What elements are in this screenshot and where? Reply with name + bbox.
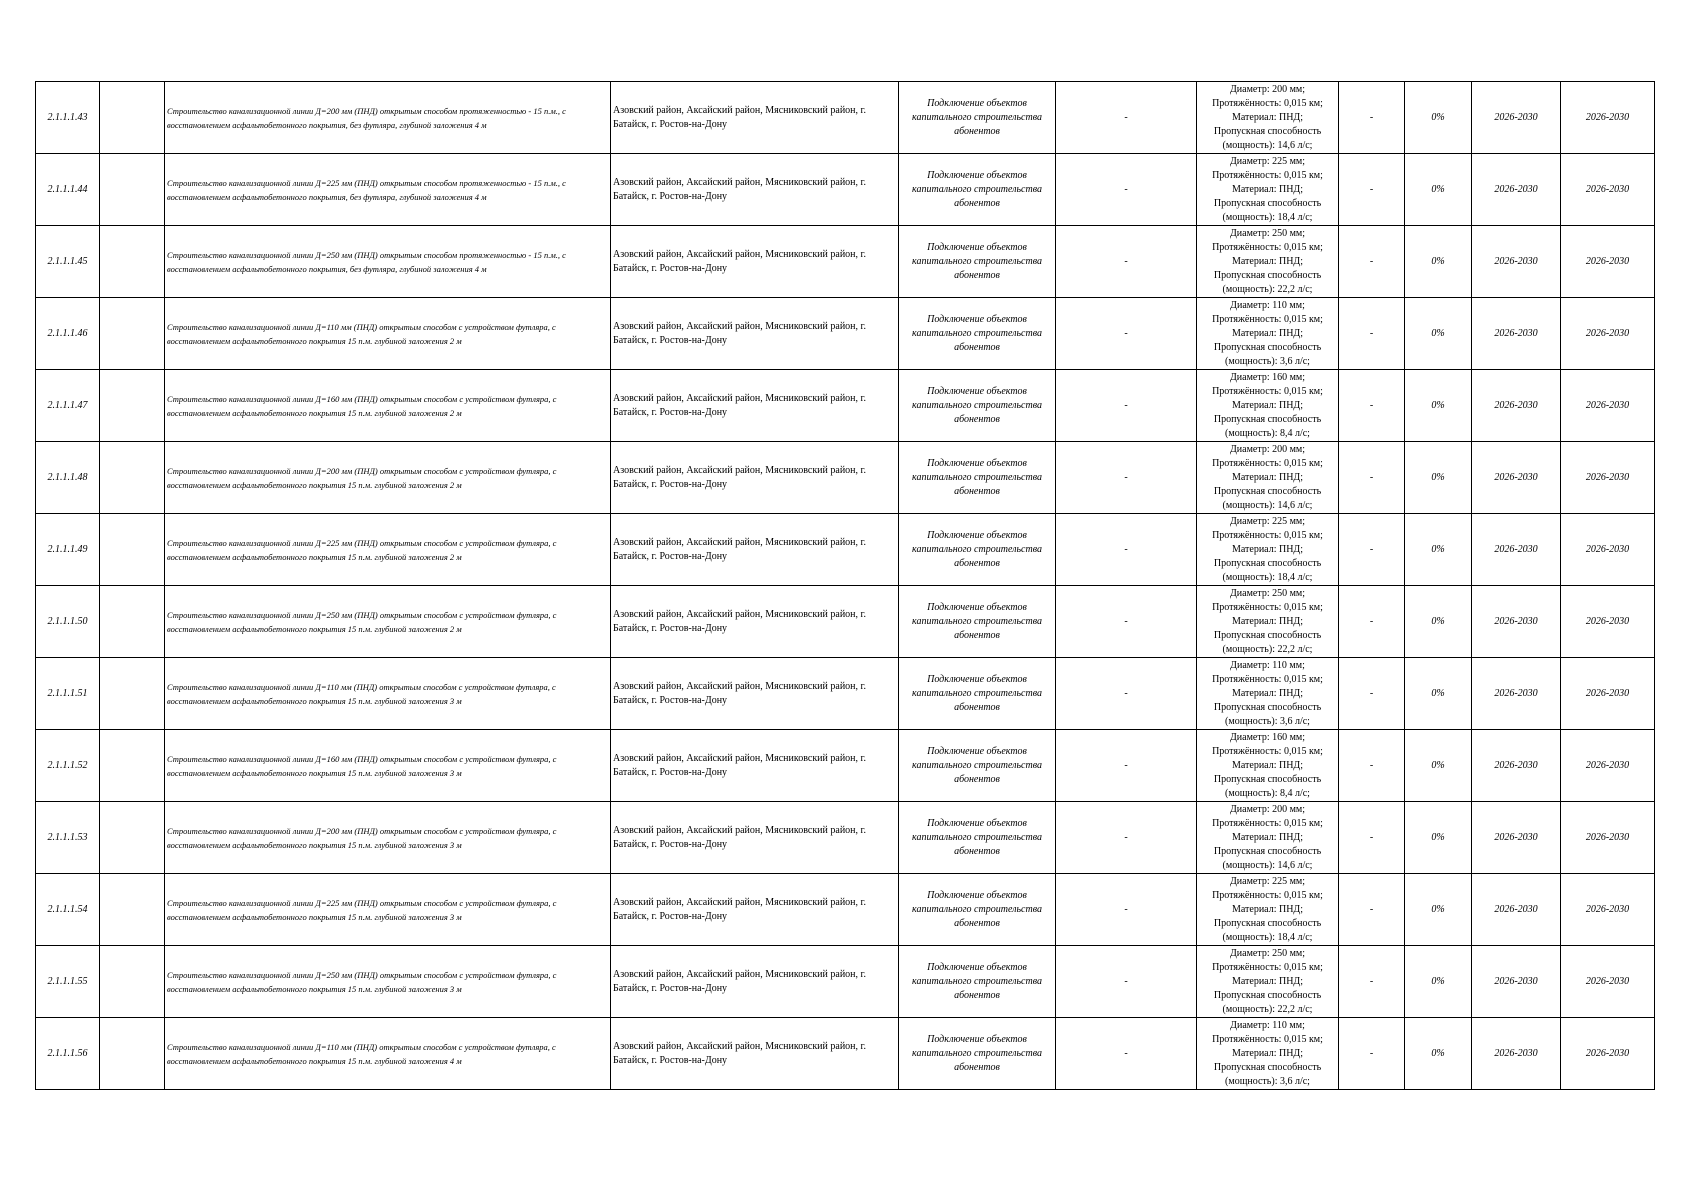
parameter-line: (мощность): 3,6 л/с; xyxy=(1225,715,1310,727)
period-end-cell: 2026-2030 xyxy=(1561,154,1655,226)
parameter-line: Протяжённость: 0,015 км; xyxy=(1212,529,1323,541)
parameter-line: Материал: ПНД; xyxy=(1231,471,1304,483)
dash-cell: - xyxy=(1056,82,1197,154)
table-row xyxy=(36,1018,1655,1090)
parameter-line: Протяжённость: 0,015 км; xyxy=(1212,1033,1323,1045)
location-cell: Азовский район, Аксайский район, Мясниковский район, г. Батайск, г. Ростов-на-Дону xyxy=(611,226,899,298)
purpose-cell: Подключение объектов капитального строительства абонентов xyxy=(899,370,1056,442)
work-description-cell: Строительство канализационной линии Д=250 мм (ПНД) открытым способом с устройством футляра, с восстановлением асфальтобетонного покрытия 15 п.м. глубиной заложения 2 м xyxy=(165,586,611,658)
table-row xyxy=(36,946,1655,1018)
parameter-line: (мощность): 8,4 л/с; xyxy=(1225,787,1310,799)
empty-cell xyxy=(100,1018,165,1090)
parameter-line: Протяжённость: 0,015 км; xyxy=(1212,601,1323,613)
parameter-line: Материал: ПНД; xyxy=(1231,1047,1304,1059)
dash-cell: - xyxy=(1339,586,1405,658)
dash-cell: - xyxy=(1339,946,1405,1018)
period-start-cell: 2026-2030 xyxy=(1472,82,1561,154)
table-row xyxy=(36,370,1655,442)
parameter-line: Диаметр: 250 мм; xyxy=(1229,587,1306,599)
row-number-cell: 2.1.1.1.51 xyxy=(36,658,100,730)
parameter-line: Диаметр: 250 мм; xyxy=(1229,947,1306,959)
period-start-cell: 2026-2030 xyxy=(1472,442,1561,514)
work-description-cell: Строительство канализационной линии Д=110 мм (ПНД) открытым способом с устройством футляра, с восстановлением асфальтобетонного покрытия 15 п.м. глубиной заложения 3 м xyxy=(165,658,611,730)
table-row xyxy=(36,154,1655,226)
parameter-line: Материал: ПНД; xyxy=(1231,399,1304,411)
parameters-cell xyxy=(1197,658,1339,730)
parameters-cell xyxy=(1197,586,1339,658)
period-end-cell: 2026-2030 xyxy=(1561,442,1655,514)
parameter-line: Протяжённость: 0,015 км; xyxy=(1212,745,1323,757)
period-end-cell: 2026-2030 xyxy=(1561,226,1655,298)
purpose-cell: Подключение объектов капитального строительства абонентов xyxy=(899,1018,1056,1090)
parameter-line: Пропускная способность xyxy=(1213,701,1322,713)
period-start-cell: 2026-2030 xyxy=(1472,802,1561,874)
period-start-cell: 2026-2030 xyxy=(1472,946,1561,1018)
parameter-line: Диаметр: 200 мм; xyxy=(1229,803,1306,815)
parameter-line: Материал: ПНД; xyxy=(1231,975,1304,987)
period-end-cell: 2026-2030 xyxy=(1561,514,1655,586)
parameter-line: Диаметр: 225 мм; xyxy=(1229,515,1306,527)
period-start-cell: 2026-2030 xyxy=(1472,1018,1561,1090)
dash-cell: - xyxy=(1339,370,1405,442)
period-start-cell: 2026-2030 xyxy=(1472,874,1561,946)
parameter-line: Материал: ПНД; xyxy=(1231,615,1304,627)
parameter-line: Протяжённость: 0,015 км; xyxy=(1212,241,1323,253)
work-description-cell: Строительство канализационной линии Д=225 мм (ПНД) открытым способом с устройством футляра, с восстановлением асфальтобетонного покрытия 15 п.м. глубиной заложения 2 м xyxy=(165,514,611,586)
period-start-cell: 2026-2030 xyxy=(1472,226,1561,298)
parameter-line: Протяжённость: 0,015 км; xyxy=(1212,961,1323,973)
empty-cell xyxy=(100,82,165,154)
empty-cell xyxy=(100,658,165,730)
work-description-cell: Строительство канализационной линии Д=200 мм (ПНД) открытым способом с устройством футляра, с восстановлением асфальтобетонного покрытия 15 п.м. глубиной заложения 3 м xyxy=(165,802,611,874)
empty-cell xyxy=(100,730,165,802)
empty-cell xyxy=(100,586,165,658)
parameter-line: (мощность): 3,6 л/с; xyxy=(1225,355,1310,367)
purpose-cell: Подключение объектов капитального строительства абонентов xyxy=(899,802,1056,874)
dash-cell: - xyxy=(1339,442,1405,514)
parameter-line: (мощность): 14,6 л/с; xyxy=(1222,139,1313,151)
dash-cell: - xyxy=(1056,442,1197,514)
percent-cell: 0% xyxy=(1405,874,1472,946)
row-number-cell: 2.1.1.1.49 xyxy=(36,514,100,586)
work-description-cell: Строительство канализационной линии Д=200 мм (ПНД) открытым способом протяженностью - 15 п.м., с восстановлением асфальтобетонного покрытия, без футляра, глубиной заложения 4 м xyxy=(165,82,611,154)
empty-cell xyxy=(100,946,165,1018)
parameter-line: Материал: ПНД; xyxy=(1231,111,1304,123)
row-number-cell: 2.1.1.1.44 xyxy=(36,154,100,226)
parameter-line: Пропускная способность xyxy=(1213,1061,1322,1073)
parameter-line: Пропускная способность xyxy=(1213,629,1322,641)
row-number-cell: 2.1.1.1.50 xyxy=(36,586,100,658)
parameter-line: Пропускная способность xyxy=(1213,845,1322,857)
empty-cell xyxy=(100,154,165,226)
empty-cell xyxy=(100,514,165,586)
parameter-line: Протяжённость: 0,015 км; xyxy=(1212,97,1323,109)
parameter-line: Пропускная способность xyxy=(1213,197,1322,209)
empty-cell xyxy=(100,298,165,370)
table-row xyxy=(36,442,1655,514)
parameter-line: Материал: ПНД; xyxy=(1231,543,1304,555)
period-start-cell: 2026-2030 xyxy=(1472,370,1561,442)
location-cell: Азовский район, Аксайский район, Мясниковский район, г. Батайск, г. Ростов-на-Дону xyxy=(611,298,899,370)
percent-cell: 0% xyxy=(1405,82,1472,154)
parameter-line: Пропускная способность xyxy=(1213,269,1322,281)
row-number-cell: 2.1.1.1.48 xyxy=(36,442,100,514)
location-cell: Азовский район, Аксайский район, Мясниковский район, г. Батайск, г. Ростов-на-Дону xyxy=(611,586,899,658)
percent-cell: 0% xyxy=(1405,226,1472,298)
parameter-line: Протяжённость: 0,015 км; xyxy=(1212,889,1323,901)
parameter-line: Диаметр: 160 мм; xyxy=(1229,731,1306,743)
empty-cell xyxy=(100,874,165,946)
dash-cell: - xyxy=(1339,298,1405,370)
period-end-cell: 2026-2030 xyxy=(1561,802,1655,874)
parameter-line: Пропускная способность xyxy=(1213,341,1322,353)
parameter-line: Диаметр: 225 мм; xyxy=(1229,155,1306,167)
parameter-line: Пропускная способность xyxy=(1213,917,1322,929)
work-description-cell: Строительство канализационной линии Д=225 мм (ПНД) открытым способом протяженностью - 15 п.м., с восстановлением асфальтобетонного покрытия, без футляра, глубиной заложения 4 м xyxy=(165,154,611,226)
work-description-cell: Строительство канализационной линии Д=225 мм (ПНД) открытым способом с устройством футляра, с восстановлением асфальтобетонного покрытия 15 п.м. глубиной заложения 3 м xyxy=(165,874,611,946)
parameter-line: Материал: ПНД; xyxy=(1231,831,1304,843)
purpose-cell: Подключение объектов капитального строительства абонентов xyxy=(899,226,1056,298)
location-cell: Азовский район, Аксайский район, Мясниковский район, г. Батайск, г. Ростов-на-Дону xyxy=(611,802,899,874)
period-end-cell: 2026-2030 xyxy=(1561,946,1655,1018)
parameter-line: (мощность): 18,4 л/с; xyxy=(1222,211,1313,223)
table-body xyxy=(36,82,1655,1090)
dash-cell: - xyxy=(1056,658,1197,730)
location-cell: Азовский район, Аксайский район, Мясниковский район, г. Батайск, г. Ростов-на-Дону xyxy=(611,730,899,802)
dash-cell: - xyxy=(1056,226,1197,298)
parameter-line: (мощность): 18,4 л/с; xyxy=(1222,931,1313,943)
row-number-cell: 2.1.1.1.43 xyxy=(36,82,100,154)
work-description-cell: Строительство канализационной линии Д=250 мм (ПНД) открытым способом с устройством футляра, с восстановлением асфальтобетонного покрытия 15 п.м. глубиной заложения 3 м xyxy=(165,946,611,1018)
dash-cell: - xyxy=(1056,874,1197,946)
percent-cell: 0% xyxy=(1405,370,1472,442)
percent-cell: 0% xyxy=(1405,946,1472,1018)
percent-cell: 0% xyxy=(1405,802,1472,874)
table-row xyxy=(36,730,1655,802)
work-description-cell: Строительство канализационной линии Д=200 мм (ПНД) открытым способом с устройством футляра, с восстановлением асфальтобетонного покрытия 15 п.м. глубиной заложения 2 м xyxy=(165,442,611,514)
table-row xyxy=(36,874,1655,946)
period-end-cell: 2026-2030 xyxy=(1561,82,1655,154)
location-cell: Азовский район, Аксайский район, Мясниковский район, г. Батайск, г. Ростов-на-Дону xyxy=(611,514,899,586)
period-end-cell: 2026-2030 xyxy=(1561,370,1655,442)
row-number-cell: 2.1.1.1.47 xyxy=(36,370,100,442)
purpose-cell: Подключение объектов капитального строительства абонентов xyxy=(899,82,1056,154)
dash-cell: - xyxy=(1056,1018,1197,1090)
parameter-line: (мощность): 22,2 л/с; xyxy=(1222,283,1313,295)
parameter-line: Материал: ПНД; xyxy=(1231,255,1304,267)
table-row xyxy=(36,82,1655,154)
period-end-cell: 2026-2030 xyxy=(1561,1018,1655,1090)
dash-cell: - xyxy=(1056,802,1197,874)
empty-cell xyxy=(100,226,165,298)
purpose-cell: Подключение объектов капитального строительства абонентов xyxy=(899,658,1056,730)
table-row xyxy=(36,226,1655,298)
dash-cell: - xyxy=(1056,730,1197,802)
table-row xyxy=(36,298,1655,370)
row-number-cell: 2.1.1.1.55 xyxy=(36,946,100,1018)
work-description-cell: Строительство канализационной линии Д=110 мм (ПНД) открытым способом с устройством футляра, с восстановлением асфальтобетонного покрытия 15 п.м. глубиной заложения 4 м xyxy=(165,1018,611,1090)
parameter-line: Протяжённость: 0,015 км; xyxy=(1212,313,1323,325)
parameter-line: Пропускная способность xyxy=(1213,485,1322,497)
parameter-line: Протяжённость: 0,015 км; xyxy=(1212,385,1323,397)
parameters-cell xyxy=(1197,370,1339,442)
dash-cell: - xyxy=(1339,1018,1405,1090)
location-cell: Азовский район, Аксайский район, Мясниковский район, г. Батайск, г. Ростов-на-Дону xyxy=(611,370,899,442)
parameter-line: Материал: ПНД; xyxy=(1231,903,1304,915)
table-row xyxy=(36,586,1655,658)
parameter-line: Диаметр: 110 мм; xyxy=(1230,299,1305,311)
parameters-cell xyxy=(1197,226,1339,298)
period-start-cell: 2026-2030 xyxy=(1472,586,1561,658)
purpose-cell: Подключение объектов капитального строительства абонентов xyxy=(899,946,1056,1018)
location-cell: Азовский район, Аксайский район, Мясниковский район, г. Батайск, г. Ростов-на-Дону xyxy=(611,154,899,226)
parameters-cell xyxy=(1197,514,1339,586)
empty-cell xyxy=(100,370,165,442)
dash-cell: - xyxy=(1056,154,1197,226)
investment-program-table xyxy=(35,81,1655,1090)
period-start-cell: 2026-2030 xyxy=(1472,298,1561,370)
parameter-line: (мощность): 14,6 л/с; xyxy=(1222,499,1313,511)
parameters-cell xyxy=(1197,874,1339,946)
dash-cell: - xyxy=(1056,298,1197,370)
parameter-line: Пропускная способность xyxy=(1213,989,1322,1001)
parameter-line: Пропускная способность xyxy=(1213,773,1322,785)
parameter-line: Пропускная способность xyxy=(1213,413,1322,425)
dash-cell: - xyxy=(1339,874,1405,946)
parameter-line: Протяжённость: 0,015 км; xyxy=(1212,817,1323,829)
percent-cell: 0% xyxy=(1405,1018,1472,1090)
purpose-cell: Подключение объектов капитального строительства абонентов xyxy=(899,442,1056,514)
dash-cell: - xyxy=(1339,514,1405,586)
row-number-cell: 2.1.1.1.56 xyxy=(36,1018,100,1090)
period-start-cell: 2026-2030 xyxy=(1472,658,1561,730)
location-cell: Азовский район, Аксайский район, Мясниковский район, г. Батайск, г. Ростов-на-Дону xyxy=(611,82,899,154)
dash-cell: - xyxy=(1339,802,1405,874)
work-description-cell: Строительство канализационной линии Д=250 мм (ПНД) открытым способом протяженностью - 15 п.м., с восстановлением асфальтобетонного покрытия, без футляра, глубиной заложения 4 м xyxy=(165,226,611,298)
purpose-cell: Подключение объектов капитального строительства абонентов xyxy=(899,874,1056,946)
period-start-cell: 2026-2030 xyxy=(1472,730,1561,802)
parameter-line: Пропускная способность xyxy=(1213,557,1322,569)
dash-cell: - xyxy=(1056,514,1197,586)
dash-cell: - xyxy=(1339,154,1405,226)
row-number-cell: 2.1.1.1.52 xyxy=(36,730,100,802)
work-description-cell: Строительство канализационной линии Д=160 мм (ПНД) открытым способом с устройством футляра, с восстановлением асфальтобетонного покрытия 15 п.м. глубиной заложения 2 м xyxy=(165,370,611,442)
parameter-line: Материал: ПНД; xyxy=(1231,327,1304,339)
period-end-cell: 2026-2030 xyxy=(1561,874,1655,946)
work-description-cell: Строительство канализационной линии Д=160 мм (ПНД) открытым способом с устройством футляра, с восстановлением асфальтобетонного покрытия 15 п.м. глубиной заложения 3 м xyxy=(165,730,611,802)
percent-cell: 0% xyxy=(1405,154,1472,226)
parameters-cell xyxy=(1197,946,1339,1018)
location-cell: Азовский район, Аксайский район, Мясниковский район, г. Батайск, г. Ростов-на-Дону xyxy=(611,1018,899,1090)
empty-cell xyxy=(100,802,165,874)
period-end-cell: 2026-2030 xyxy=(1561,658,1655,730)
empty-cell xyxy=(100,442,165,514)
dash-cell: - xyxy=(1056,586,1197,658)
dash-cell: - xyxy=(1339,226,1405,298)
table-row xyxy=(36,802,1655,874)
parameters-cell xyxy=(1197,802,1339,874)
purpose-cell: Подключение объектов капитального строительства абонентов xyxy=(899,298,1056,370)
parameter-line: (мощность): 18,4 л/с; xyxy=(1222,571,1313,583)
purpose-cell: Подключение объектов капитального строительства абонентов xyxy=(899,730,1056,802)
parameter-line: Диаметр: 250 мм; xyxy=(1229,227,1306,239)
row-number-cell: 2.1.1.1.45 xyxy=(36,226,100,298)
purpose-cell: Подключение объектов капитального строительства абонентов xyxy=(899,514,1056,586)
parameter-line: Протяжённость: 0,015 км; xyxy=(1212,457,1323,469)
period-end-cell: 2026-2030 xyxy=(1561,298,1655,370)
parameter-line: Протяжённость: 0,015 км; xyxy=(1212,169,1323,181)
location-cell: Азовский район, Аксайский район, Мясниковский район, г. Батайск, г. Ростов-на-Дону xyxy=(611,658,899,730)
parameter-line: Материал: ПНД; xyxy=(1231,759,1304,771)
parameter-line: Диаметр: 225 мм; xyxy=(1229,875,1306,887)
parameter-line: Протяжённость: 0,015 км; xyxy=(1212,673,1323,685)
parameters-cell xyxy=(1197,1018,1339,1090)
parameters-cell xyxy=(1197,298,1339,370)
period-start-cell: 2026-2030 xyxy=(1472,154,1561,226)
work-description-cell: Строительство канализационной линии Д=110 мм (ПНД) открытым способом с устройством футляра, с восстановлением асфальтобетонного покрытия 15 п.м. глубиной заложения 2 м xyxy=(165,298,611,370)
row-number-cell: 2.1.1.1.46 xyxy=(36,298,100,370)
dash-cell: - xyxy=(1056,946,1197,1018)
dash-cell: - xyxy=(1339,658,1405,730)
parameter-line: (мощность): 22,2 л/с; xyxy=(1222,643,1313,655)
parameter-line: Пропускная способность xyxy=(1213,125,1322,137)
parameter-line: (мощность): 8,4 л/с; xyxy=(1225,427,1310,439)
parameter-line: Материал: ПНД; xyxy=(1231,183,1304,195)
parameters-cell xyxy=(1197,442,1339,514)
parameter-line: (мощность): 14,6 л/с; xyxy=(1222,859,1313,871)
purpose-cell: Подключение объектов капитального строительства абонентов xyxy=(899,586,1056,658)
percent-cell: 0% xyxy=(1405,514,1472,586)
parameter-line: Материал: ПНД; xyxy=(1231,687,1304,699)
parameters-cell xyxy=(1197,154,1339,226)
parameter-line: Диаметр: 200 мм; xyxy=(1229,443,1306,455)
table-row xyxy=(36,658,1655,730)
period-start-cell: 2026-2030 xyxy=(1472,514,1561,586)
row-number-cell: 2.1.1.1.54 xyxy=(36,874,100,946)
percent-cell: 0% xyxy=(1405,586,1472,658)
parameter-line: (мощность): 3,6 л/с; xyxy=(1225,1075,1310,1087)
row-number-cell: 2.1.1.1.53 xyxy=(36,802,100,874)
percent-cell: 0% xyxy=(1405,442,1472,514)
location-cell: Азовский район, Аксайский район, Мясниковский район, г. Батайск, г. Ростов-на-Дону xyxy=(611,946,899,1018)
parameter-line: Диаметр: 110 мм; xyxy=(1230,659,1305,671)
location-cell: Азовский район, Аксайский район, Мясниковский район, г. Батайск, г. Ростов-на-Дону xyxy=(611,442,899,514)
percent-cell: 0% xyxy=(1405,298,1472,370)
percent-cell: 0% xyxy=(1405,658,1472,730)
dash-cell: - xyxy=(1339,730,1405,802)
dash-cell: - xyxy=(1339,82,1405,154)
parameters-cell xyxy=(1197,730,1339,802)
table-row xyxy=(36,514,1655,586)
period-end-cell: 2026-2030 xyxy=(1561,730,1655,802)
parameter-line: Диаметр: 160 мм; xyxy=(1229,371,1306,383)
parameter-line: Диаметр: 200 мм; xyxy=(1229,83,1306,95)
parameters-cell xyxy=(1197,82,1339,154)
dash-cell: - xyxy=(1056,370,1197,442)
percent-cell: 0% xyxy=(1405,730,1472,802)
parameter-line: Диаметр: 110 мм; xyxy=(1230,1019,1305,1031)
parameter-line: (мощность): 22,2 л/с; xyxy=(1222,1003,1313,1015)
purpose-cell: Подключение объектов капитального строительства абонентов xyxy=(899,154,1056,226)
period-end-cell: 2026-2030 xyxy=(1561,586,1655,658)
location-cell: Азовский район, Аксайский район, Мясниковский район, г. Батайск, г. Ростов-на-Дону xyxy=(611,874,899,946)
